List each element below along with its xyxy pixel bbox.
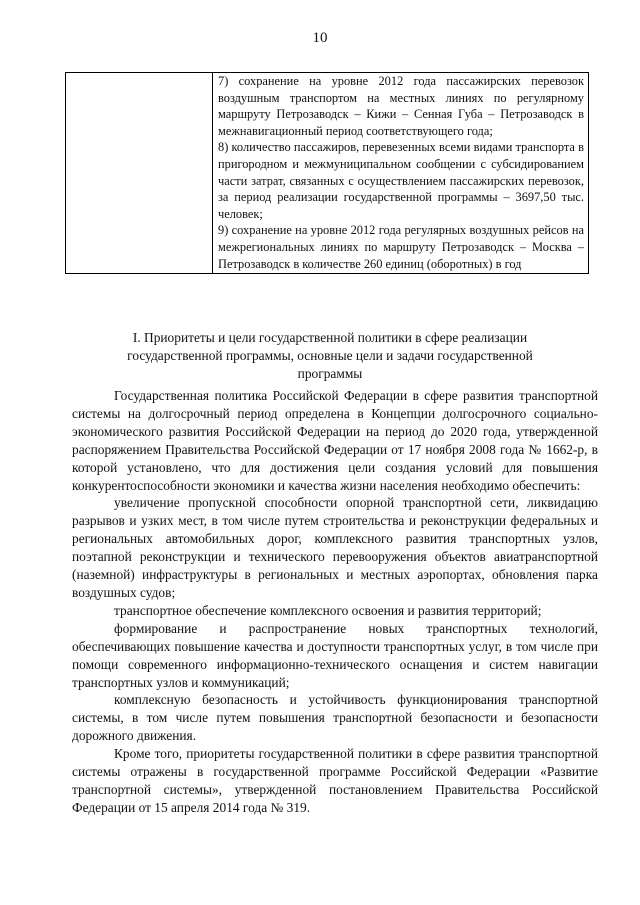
section-heading: I. Приоритеты и цели государственной политики в сфере реализации государственной программы, основные цели и задачи государственной программы <box>127 330 533 381</box>
paragraph-safety: комплексную безопасность и устойчивость функционирования транспортной системы, в том числе путем повышения транспортной безопасности и безопасности дорожного движения. <box>72 692 598 744</box>
table-row <box>66 73 589 274</box>
paragraph-technologies: формирование и распространение новых транспортных технологий, обеспечивающих повышение качества и доступности транспортных услуг, в том числе при помощи современного информационно-технического оснащения и систем навигации транспортных узлов и коммуникаций; <box>72 620 598 690</box>
paragraph-federal-program: Кроме того, приоритеты государственной политики в сфере развития транспортной системы отражены в государственной программе Российской Федерации «Развитие транспортной системы», утвержденной постановлением Правительства Российской Федерации от 15 апреля 2014 года № 319. <box>72 746 598 815</box>
indicator-item-9: 9) сохранение на уровне 2012 года регулярных воздушных рейсов на межрегиональных линиях по маршруту Петрозаводск – Москва – Петрозаводск в количестве 260 единиц (оборотных) в год <box>218 223 584 271</box>
paragraph-territories: транспортное обеспечение комплексного освоения и развития территорий; <box>114 602 542 618</box>
table-cell-indicators <box>213 73 589 274</box>
indicator-item-7: 7) сохранение на уровне 2012 года пассажирских перевозок воздушным транспортом на местных линиях по регулярному маршруту Петрозаводск – Кижи – Сенная Губа – Петрозаводск в межнавигационный период соответствующего года; <box>218 74 584 138</box>
continuation-table <box>65 72 589 274</box>
paragraph-capacity: увеличение пропускной способности опорной транспортной сети, ликвидацию разрывов и узких мест, в том числе путем строительства и реконструкции федеральных и региональных автомобильных дорог, комплексного развития транспортных узлов, поэтапной реконструкции и технического перевооружения объектов авиатранспортной (наземной) инфраструктуры в региональных и местных аэропортах, обновления парка воздушных судов; <box>72 495 598 600</box>
page-number: 10 <box>312 30 328 46</box>
table-cell-empty <box>66 73 213 274</box>
paragraph-policy-concept: Государственная политика Российской Федерации в сфере развития транспортной системы на долгосрочный период определена в Концепции долгосрочного социально-экономического развития Российской Федерации на период до 2020 года, утвержденной распоряжением Правительства Российской Федерации от 17 ноября 2008 года № 1662-р, в которой установлено, что для достижения цели создания условий для повышения конкурентоспособности экономики и качества жизни населения необходимо обеспечить: <box>72 388 598 493</box>
body-text <box>72 387 598 817</box>
indicator-item-8: 8) количество пассажиров, перевезенных всеми видами транспорта в пригородном и межмуниципальном сообщении с субсидированием части затрат, связанных с осуществлением пассажирских перевозок, за период реализации государственной программы – 3697,50 тыс. человек; <box>218 140 584 221</box>
